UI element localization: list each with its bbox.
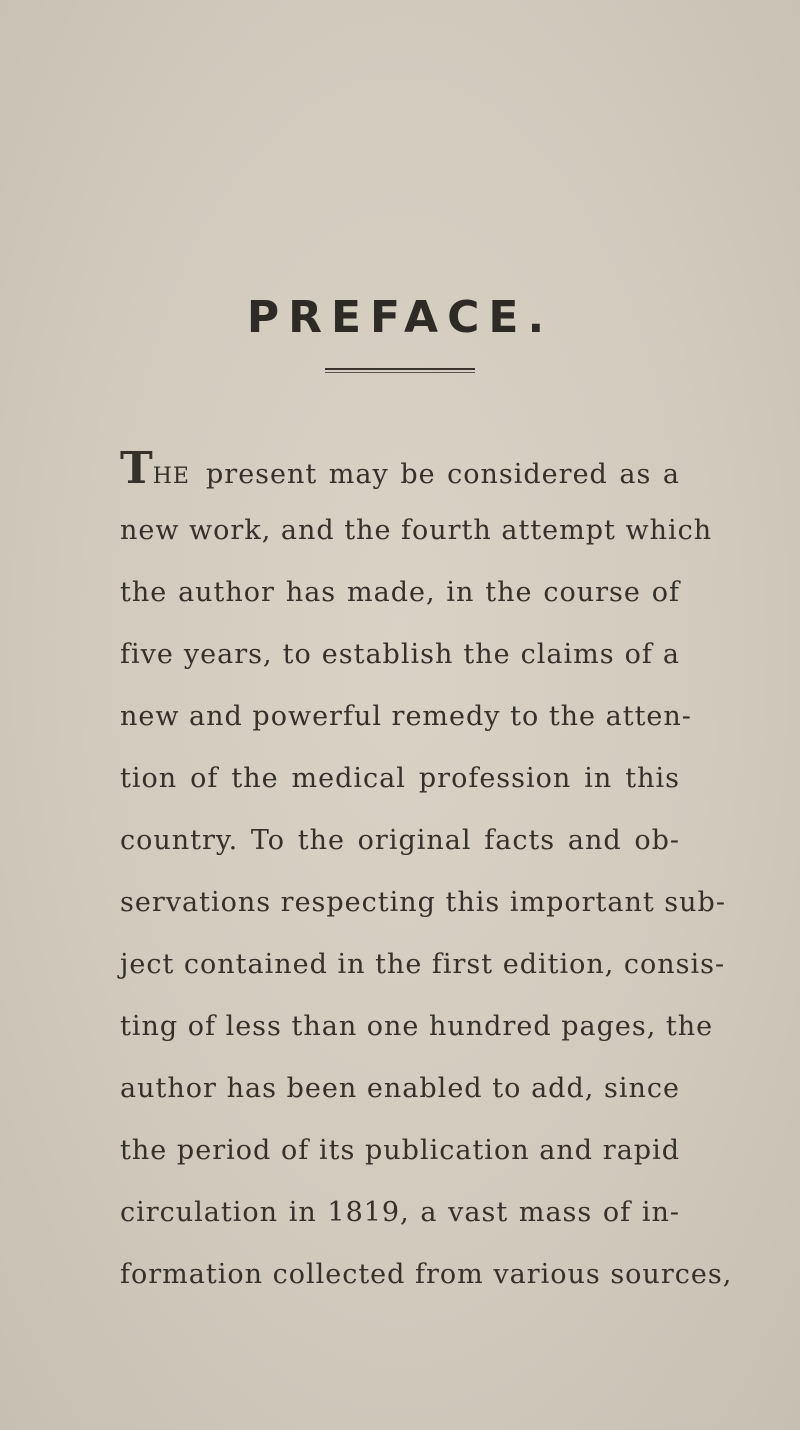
text-line: author has been enabled to add, since [120, 1073, 680, 1104]
small-caps: HE [152, 464, 190, 489]
page-title: PREFACE. [246, 292, 554, 343]
first-line-text: present may be considered as a [206, 459, 680, 490]
text-line: new work, and the fourth attempt which [120, 515, 713, 546]
text-line: tion of the medical profession in this [120, 763, 680, 794]
text-line: ting of less than one hundred pages, the [120, 1011, 714, 1042]
title-rule [325, 368, 475, 373]
text-line-first [120, 443, 680, 494]
text-line: circulation in 1819, a vast mass of in- [120, 1197, 680, 1228]
text-line: formation collected from various sources, [120, 1259, 733, 1290]
text-line: country. To the original facts and ob- [120, 825, 680, 856]
text-line: servations respecting this important sub- [120, 887, 726, 918]
drop-cap: T [120, 443, 153, 494]
text-line: ject contained in the first edition, consis- [120, 949, 726, 980]
text-line: the author has made, in the course of [120, 577, 680, 608]
text-line: the period of its publication and rapid [120, 1135, 680, 1166]
text-line: five years, to establish the claims of a [120, 639, 680, 670]
text-line: new and powerful remedy to the atten- [120, 701, 692, 732]
